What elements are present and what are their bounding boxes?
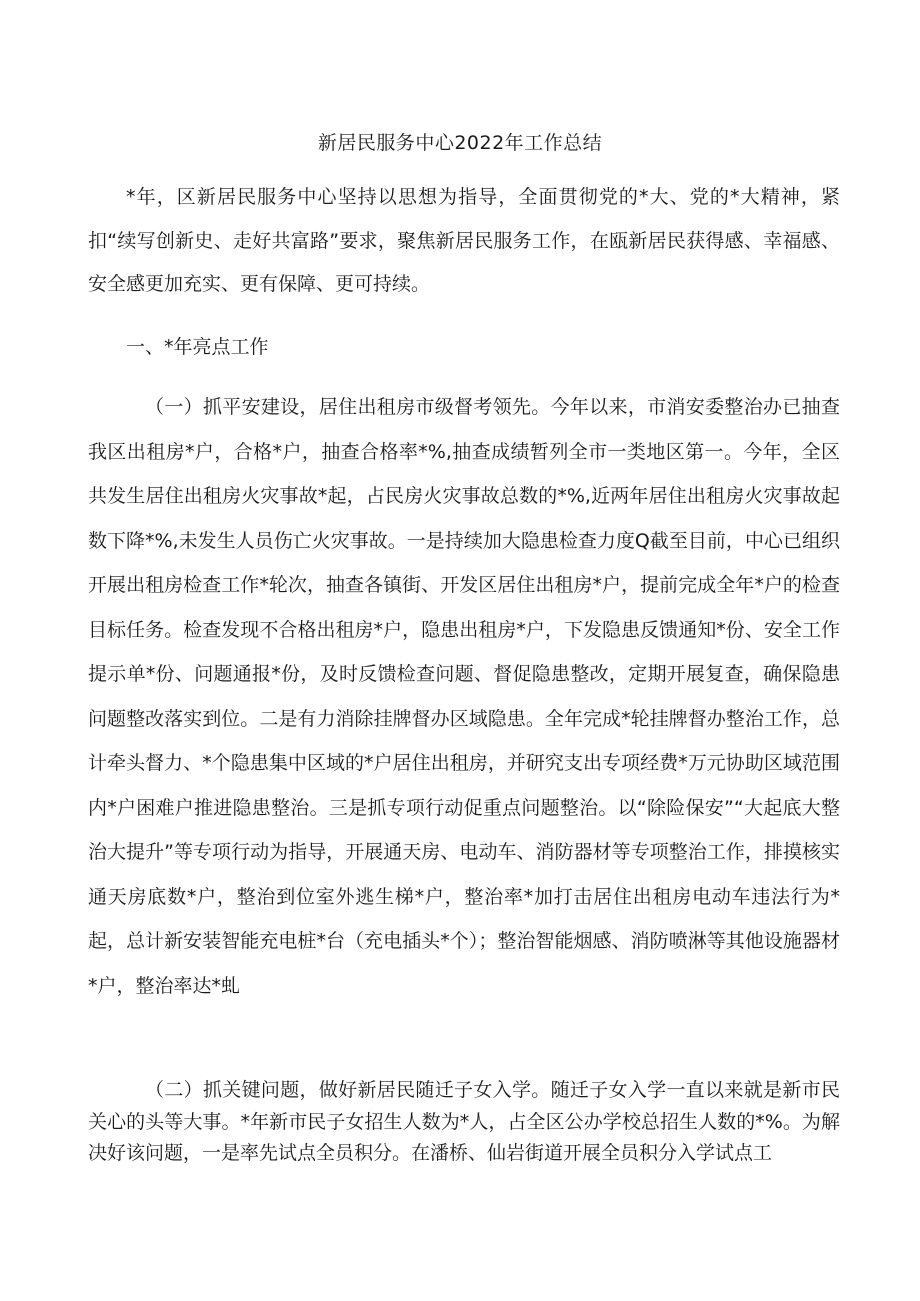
document-title: 新居民服务中心2022年工作总结 bbox=[317, 132, 603, 154]
paragraph-safety-construction: （一）抓平安建设，居住出租房市级督考领先。今年以来，市消安委整治办已抽查我区出租房*户，合格*户，抽查合格率*%,抽查成绩暂列全市一类地区第一。今年，全区共发生居住出租房火灾事故*起，占民房火灾事故总数的*%,近两年居住出租房火灾事故起数下降*%,未发生人员伤亡火灾事故。一是持续加大隐患检查力度Q截至目前，中心已组织开展出租房检查工作*轮次，抽查各镇街、开发区居住出租房*户，提前完成全年*户的检查目标任务。检查发现不合格出租房*户，隐患出租房*户，下发隐患反馈通知*份、安全工作提示单*份、问题通报*份，及时反馈检查问题、督促隐患整改，定期开展复查，确保隐患问题整改落实到位。二是有力消除挂牌督办区域隐患。全年完成*轮挂牌督办整治工作，总计牵头督力、*个隐患集中区域的*户居住出租房，并研究支出专项经费*万元协助区域范围内*户困难户推进隐患整治。三是抓专项行动促重点问题整治。以“除险保安”“大起底大整治大提升”等专项行动为指导，开展通天房、电动车、消防器材等专项整治工作，排摸核实通天房底数*户，整治到位室外逃生梯*户，整治率*加打击居住出租房电动车违法行为*起，总计新安装智能充电桩*台（充电插头*个）；整治智能烟感、消防喷淋等其他设施器材*户，整治率达*虬 bbox=[88, 396, 840, 997]
intro-paragraph: *年，区新居民服务中心坚持以思想为指导，全面贯彻党的*大、党的*大精神，紧扣“续写创新史、走好共富路”要求，聚焦新居民服务工作，在瓯新居民获得感、幸福感、安全感更加充实、更有保障、更可持续。 bbox=[88, 186, 840, 295]
paragraph-children-enrollment: （二）抓关键问题，做好新居民随迁子女入学。随迁子女入学一直以来就是新市民关心的头等大事。*年新市民子女招生人数为*人，占全区公办学校总招生人数的*%。为解决好该问题，一是率先试点全员积分。在潘桥、仙岩街道开展全员积分入学试点工 bbox=[88, 1079, 840, 1164]
section-heading: 一、*年亮点工作 bbox=[126, 336, 269, 358]
